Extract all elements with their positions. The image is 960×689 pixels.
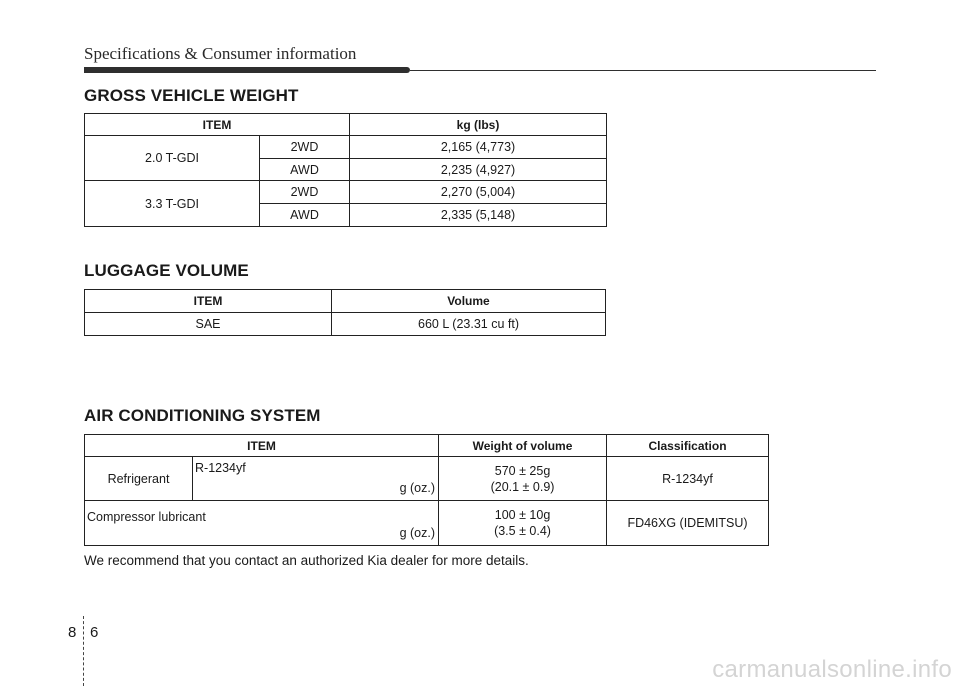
gvw-col-item: ITEM xyxy=(85,114,350,136)
ac-compressor-weight-imperial: (3.5 ± 0.4) xyxy=(494,524,551,538)
luggage-table xyxy=(84,289,606,336)
gvw-section-title: GROSS VEHICLE WEIGHT xyxy=(84,86,299,105)
luggage-section-title: LUGGAGE VOLUME xyxy=(84,261,249,280)
ac-compressor-unit: g (oz.) xyxy=(399,526,436,540)
page-number: 6 xyxy=(90,624,99,641)
luggage-header-row xyxy=(85,290,606,313)
table-row xyxy=(85,181,607,204)
gvw-drive-cell: AWD xyxy=(260,204,350,227)
luggage-value-cell: 660 L (23.31 cu ft) xyxy=(332,313,606,336)
ac-header-row xyxy=(85,435,769,457)
gvw-table xyxy=(84,113,607,227)
header-rule-thick xyxy=(84,67,410,73)
gvw-engine-cell: 2.0 T-GDI xyxy=(85,136,260,181)
ac-compressor-class: FD46XG (IDEMITSU) xyxy=(607,501,769,546)
gvw-value-cell: 2,270 (5,004) xyxy=(350,181,607,204)
ac-compressor-weight-metric: 100 ± 10g xyxy=(494,508,551,522)
table-row xyxy=(85,501,769,546)
ac-refrigerant-class: R-1234yf xyxy=(607,457,769,501)
gvw-col-value: kg (lbs) xyxy=(350,114,607,136)
ac-refrigerant-type: R-1234yf xyxy=(195,461,246,475)
header-title: Specifications & Consumer information xyxy=(84,44,357,63)
table-row xyxy=(85,136,607,159)
dealer-note: We recommend that you contact an authorized Kia dealer for more details. xyxy=(84,553,529,568)
ac-refrigerant-type-cell xyxy=(193,457,439,501)
ac-col-item: ITEM xyxy=(85,435,439,457)
gvw-value-cell: 2,165 (4,773) xyxy=(350,136,607,159)
page-chapter-number: 8 xyxy=(68,624,77,641)
ac-refrigerant-weight xyxy=(439,457,607,501)
gvw-drive-cell: AWD xyxy=(260,159,350,181)
ac-compressor-weight xyxy=(439,501,607,546)
ac-section-title: AIR CONDITIONING SYSTEM xyxy=(84,406,321,425)
page-divider xyxy=(83,616,84,686)
gvw-value-cell: 2,235 (4,927) xyxy=(350,159,607,181)
gvw-header-row xyxy=(85,114,607,136)
gvw-value-cell: 2,335 (5,148) xyxy=(350,204,607,227)
ac-col-weight: Weight of volume xyxy=(439,435,607,457)
header-rule-thin xyxy=(410,70,876,71)
table-row xyxy=(85,457,769,501)
ac-refrigerant-weight-imperial: (20.1 ± 0.9) xyxy=(490,479,555,494)
ac-refrigerant-label: Refrigerant xyxy=(85,457,193,501)
table-row xyxy=(85,313,606,336)
gvw-drive-cell: 2WD xyxy=(260,136,350,159)
gvw-drive-cell: 2WD xyxy=(260,181,350,204)
ac-compressor-label: Compressor lubricant xyxy=(87,510,206,524)
ac-refrigerant-weight-metric: 570 ± 25g xyxy=(494,463,551,478)
ac-table xyxy=(84,434,769,546)
ac-compressor-cell xyxy=(85,501,439,546)
gvw-engine-cell: 3.3 T-GDI xyxy=(85,181,260,227)
luggage-col-value: Volume xyxy=(332,290,606,313)
ac-col-class: Classification xyxy=(607,435,769,457)
watermark: carmanualsonline.info xyxy=(712,656,952,683)
luggage-col-item: ITEM xyxy=(85,290,332,313)
ac-refrigerant-unit: g (oz.) xyxy=(399,481,436,495)
luggage-item-cell: SAE xyxy=(85,313,332,336)
